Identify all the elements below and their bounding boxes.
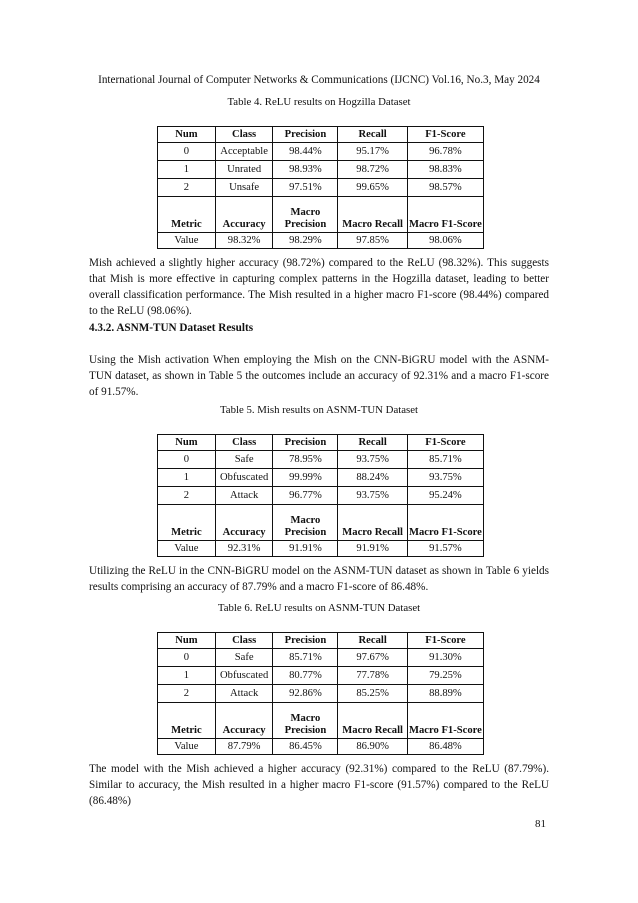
column-header: Precision: [273, 633, 338, 649]
table-cell: 85.71%: [273, 649, 338, 667]
metric-value-row: [158, 233, 484, 249]
table-cell: 98.93%: [273, 161, 338, 179]
column-header: Num: [158, 127, 216, 143]
table-cell: 99.65%: [338, 179, 407, 197]
metric-header-cell: Macro Recall: [338, 703, 407, 739]
table-cell: 79.25%: [407, 667, 483, 685]
column-header: Recall: [338, 633, 407, 649]
table-cell: 78.95%: [273, 451, 338, 469]
table-caption: Table 4. ReLU results on Hogzilla Dataset: [227, 96, 411, 108]
metric-value-cell: 98.06%: [407, 233, 483, 249]
column-header: F1-Score: [407, 435, 483, 451]
table-cell: 98.83%: [407, 161, 483, 179]
metric-header-cell: Macro F1-Score: [407, 197, 483, 233]
metric-value-cell: 92.31%: [215, 541, 273, 557]
column-header: Precision: [273, 127, 338, 143]
metric-header-cell: Metric: [158, 505, 216, 541]
table-row: [158, 451, 484, 469]
table-cell: Obfuscated: [215, 469, 273, 487]
table-cell: 1: [158, 469, 216, 487]
table-cell: 96.77%: [273, 487, 338, 505]
metric-header-cell: Macro Precision: [273, 505, 338, 541]
column-header: F1-Score: [407, 633, 483, 649]
metric-value-cell: 91.57%: [407, 541, 483, 557]
column-header: F1-Score: [407, 127, 483, 143]
table-cell: 92.86%: [273, 685, 338, 703]
metric-value-row: [158, 739, 484, 755]
metric-header-cell: Macro Precision: [273, 197, 338, 233]
table-row: [158, 649, 484, 667]
metric-value-cell: 86.90%: [338, 739, 407, 755]
table-cell: 88.89%: [407, 685, 483, 703]
table-row: [158, 179, 484, 197]
table-cell: 77.78%: [338, 667, 407, 685]
table-cell: 0: [158, 649, 216, 667]
table-header-row: [158, 633, 484, 649]
table-cell: 0: [158, 143, 216, 161]
metric-value-cell: Value: [158, 541, 216, 557]
table-header-row: [158, 435, 484, 451]
page-number: 81: [535, 818, 546, 830]
metric-header-cell: Macro Precision: [273, 703, 338, 739]
table-row: [158, 487, 484, 505]
table-cell: Unrated: [215, 161, 273, 179]
table-cell: 80.77%: [273, 667, 338, 685]
table-cell: 2: [158, 487, 216, 505]
table-cell: 0: [158, 451, 216, 469]
metric-header-cell: Macro F1-Score: [407, 505, 483, 541]
table-cell: 91.30%: [407, 649, 483, 667]
journal-header: International Journal of Computer Networks & Communications (IJCNC) Vol.16, No.3, May 2024: [98, 74, 540, 86]
table-cell: Safe: [215, 649, 273, 667]
table-cell: Attack: [215, 487, 273, 505]
results-table-mish-asnm: [157, 434, 484, 557]
table-cell: 98.44%: [273, 143, 338, 161]
results-table-relu-hogzilla: [157, 126, 484, 249]
metric-header-row: [158, 703, 484, 739]
metric-value-cell: 98.32%: [215, 233, 273, 249]
metric-value-cell: Value: [158, 739, 216, 755]
table-cell: 99.99%: [273, 469, 338, 487]
table-cell: 1: [158, 161, 216, 179]
table-cell: 88.24%: [338, 469, 407, 487]
column-header: Num: [158, 633, 216, 649]
table-cell: 2: [158, 179, 216, 197]
metric-header-row: [158, 197, 484, 233]
table-row: [158, 667, 484, 685]
metric-header-cell: Metric: [158, 197, 216, 233]
column-header: Num: [158, 435, 216, 451]
table-cell: 95.17%: [338, 143, 407, 161]
table-cell: 95.24%: [407, 487, 483, 505]
table-row: [158, 161, 484, 179]
table-row: [158, 685, 484, 703]
column-header: Class: [215, 127, 273, 143]
table-cell: 98.72%: [338, 161, 407, 179]
section-heading: 4.3.2. ASNM-TUN Dataset Results: [89, 322, 254, 334]
metric-header-cell: Accuracy: [215, 703, 273, 739]
table-caption: Table 5. Mish results on ASNM-TUN Dataset: [219, 404, 419, 416]
column-header: Class: [215, 633, 273, 649]
body-paragraph: The model with the Mish achieved a higher accuracy (92.31%) compared to the ReLU (87.79%). Similar to accuracy, the Mish resulted in a higher macro F1-score (91.57%) compared to the ReLU (86.48%): [89, 763, 549, 807]
metric-value-cell: 91.91%: [338, 541, 407, 557]
column-header: Recall: [338, 127, 407, 143]
results-table-relu-asnm: [157, 632, 484, 755]
table-cell: 85.71%: [407, 451, 483, 469]
metric-header-cell: Macro F1-Score: [407, 703, 483, 739]
table-header-row: [158, 127, 484, 143]
table-cell: 2: [158, 685, 216, 703]
table-cell: 1: [158, 667, 216, 685]
metric-value-cell: 86.48%: [407, 739, 483, 755]
table-cell: 93.75%: [338, 451, 407, 469]
body-paragraph: Mish achieved a slightly higher accuracy (98.72%) compared to the ReLU (98.32%). This suggests that Mish is more effective in capturing complex patterns in the Hogzilla dataset, leading to better overall classification performance. The Mish resulted in a higher macro F1-score (98.44%) compared to the ReLU (98.06%).: [89, 257, 549, 317]
metric-value-cell: 91.91%: [273, 541, 338, 557]
column-header: Recall: [338, 435, 407, 451]
table-cell: Unsafe: [215, 179, 273, 197]
table-cell: 93.75%: [338, 487, 407, 505]
metric-value-cell: Value: [158, 233, 216, 249]
metric-value-cell: 87.79%: [215, 739, 273, 755]
table-cell: Safe: [215, 451, 273, 469]
metric-value-cell: 97.85%: [338, 233, 407, 249]
table-cell: 97.51%: [273, 179, 338, 197]
table-row: [158, 143, 484, 161]
table-cell: 96.78%: [407, 143, 483, 161]
column-header: Precision: [273, 435, 338, 451]
table-cell: 98.57%: [407, 179, 483, 197]
metric-value-cell: 86.45%: [273, 739, 338, 755]
table-row: [158, 469, 484, 487]
table-cell: 93.75%: [407, 469, 483, 487]
metric-header-cell: Macro Recall: [338, 197, 407, 233]
metric-value-row: [158, 541, 484, 557]
body-paragraph: Utilizing the ReLU in the CNN-BiGRU model on the ASNM-TUN dataset as shown in Table 6 yields results comprising an accuracy of 87.79% and a macro F1-score of 86.48%.: [89, 565, 549, 593]
metric-value-cell: 98.29%: [273, 233, 338, 249]
table-cell: Obfuscated: [215, 667, 273, 685]
metric-header-cell: Macro Recall: [338, 505, 407, 541]
table-cell: 97.67%: [338, 649, 407, 667]
metric-header-cell: Accuracy: [215, 197, 273, 233]
table-cell: 85.25%: [338, 685, 407, 703]
table-cell: Attack: [215, 685, 273, 703]
table-cell: Acceptable: [215, 143, 273, 161]
metric-header-cell: Metric: [158, 703, 216, 739]
body-paragraph: Using the Mish activation When employing the Mish on the CNN-BiGRU model with the ASNM-TUN dataset, as shown in Table 5 the outcomes include an accuracy of 92.31% and a macro F1-score of 91.57%.: [89, 354, 549, 398]
table-caption: Table 6. ReLU results on ASNM-TUN Dataset: [217, 602, 421, 614]
column-header: Class: [215, 435, 273, 451]
metric-header-cell: Accuracy: [215, 505, 273, 541]
metric-header-row: [158, 505, 484, 541]
